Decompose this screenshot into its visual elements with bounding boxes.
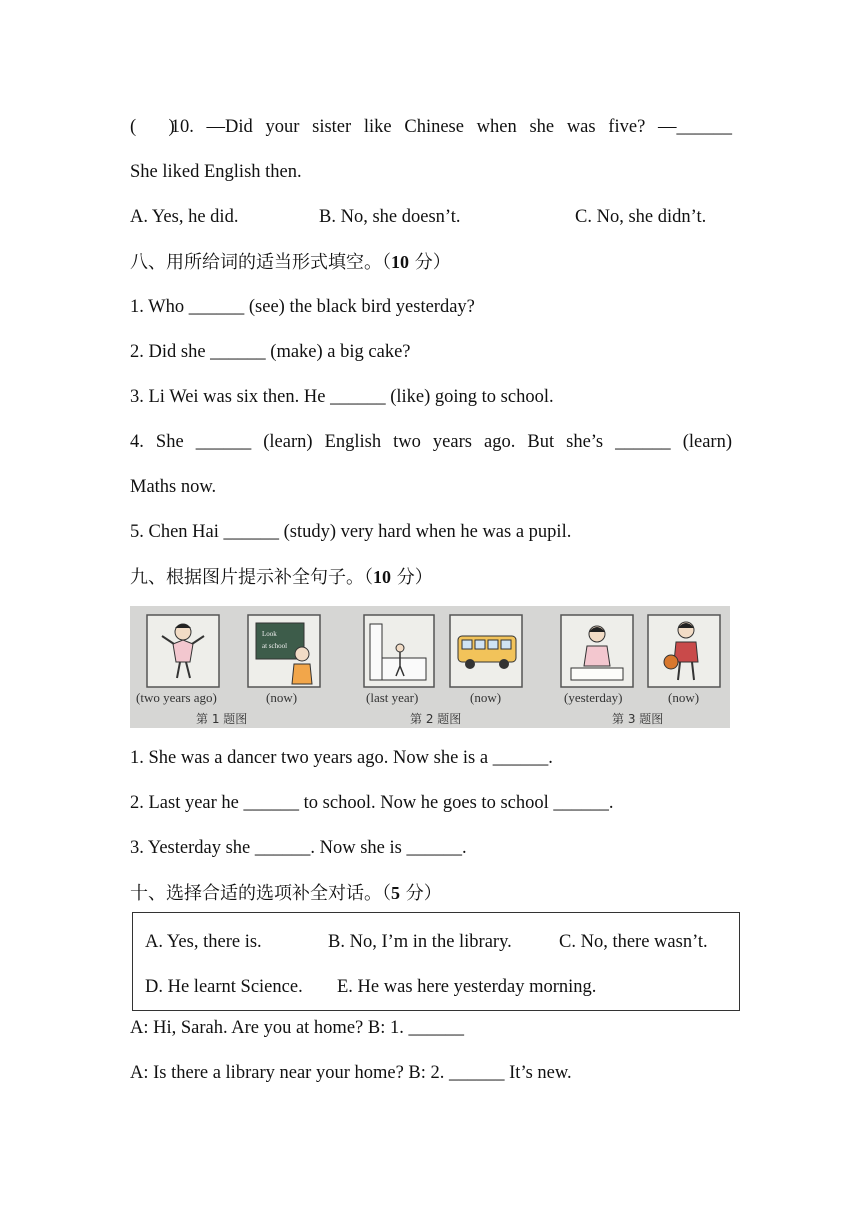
section-9-heading: 九、根据图片提示补全句子。（10 分） [130, 567, 433, 588]
option-box-d: D. He learnt Science. [145, 977, 303, 997]
option-box-b: B. No, I’m in the library. [328, 932, 512, 952]
caption-last-year: (last year) [366, 690, 419, 705]
section-8-heading: 八、用所给词的适当形式填空。（10 分） [130, 252, 451, 273]
board-text-2: at school [262, 642, 288, 650]
section-8-item-4-continuation: Maths now. [130, 477, 217, 497]
dialogue-line-2: A: Is there a library near your home? B: 2. ______ It’s new. [130, 1063, 572, 1083]
caption-now-2: (now) [470, 690, 502, 705]
option-box-a: A. Yes, there is. [145, 932, 262, 952]
teacher-picture [248, 615, 320, 687]
caption-two-years-ago: (two years ago) [136, 690, 217, 705]
board-text-1: Look [262, 630, 277, 638]
caption-now-1: (now) [266, 690, 298, 705]
option-box-e: E. He was here yesterday morning. [337, 977, 597, 997]
subcaption-picture-3: 第 3 题图 [612, 712, 664, 726]
section-8-item-4: 4. She ______ (learn) English two years ago. But she’s ______ (learn) [130, 432, 732, 452]
question-10-stem [130, 115, 732, 139]
bus-picture [450, 615, 522, 687]
girl-basketball-picture [648, 615, 720, 687]
section-10-heading: 十、选择合适的选项补全对话。（5 分） [130, 883, 442, 904]
section-9-item-2: 2. Last year he ______ to school. Now he goes to school ______. [130, 793, 614, 813]
caption-now-3: (now) [668, 690, 700, 705]
subcaption-picture-1: 第 1 题图 [196, 712, 248, 726]
option-box-c: C. No, there wasn’t. [559, 932, 708, 952]
answer-bracket: ( ) [130, 117, 175, 137]
section-8-item-5: 5. Chen Hai ______ (study) very hard when he was a pupil. [130, 522, 572, 542]
question-10-text: 10. —Did your sister like Chinese when she was five? —______ [170, 117, 732, 137]
girl-drawing-picture [561, 615, 633, 687]
section-9-item-1: 1. She was a dancer two years ago. Now she is a ______. [130, 748, 553, 768]
picture-prompts-image [130, 606, 730, 728]
subcaption-picture-2: 第 2 题图 [410, 712, 462, 726]
section-8-item-2: 2. Did she ______ (make) a big cake? [130, 342, 411, 362]
dialogue-line-1: A: Hi, Sarah. Are you at home? B: 1. ______ [130, 1018, 464, 1038]
options-box [132, 912, 740, 1011]
section-8-item-3: 3. Li Wei was six then. He ______ (like) going to school. [130, 387, 554, 407]
dancer-picture [147, 615, 219, 687]
section-9-item-3: 3. Yesterday she ______. Now she is ______. [130, 838, 467, 858]
option-b: B. No, she doesn’t. [319, 207, 461, 227]
question-10-continuation: She liked English then. [130, 162, 302, 182]
walking-to-school-picture [364, 615, 434, 687]
option-c: C. No, she didn’t. [575, 207, 707, 227]
option-a: A. Yes, he did. [130, 207, 239, 227]
question-10-options [130, 205, 732, 229]
section-8-item-1: 1. Who ______ (see) the black bird yesterday? [130, 297, 475, 317]
caption-yesterday: (yesterday) [564, 690, 623, 705]
